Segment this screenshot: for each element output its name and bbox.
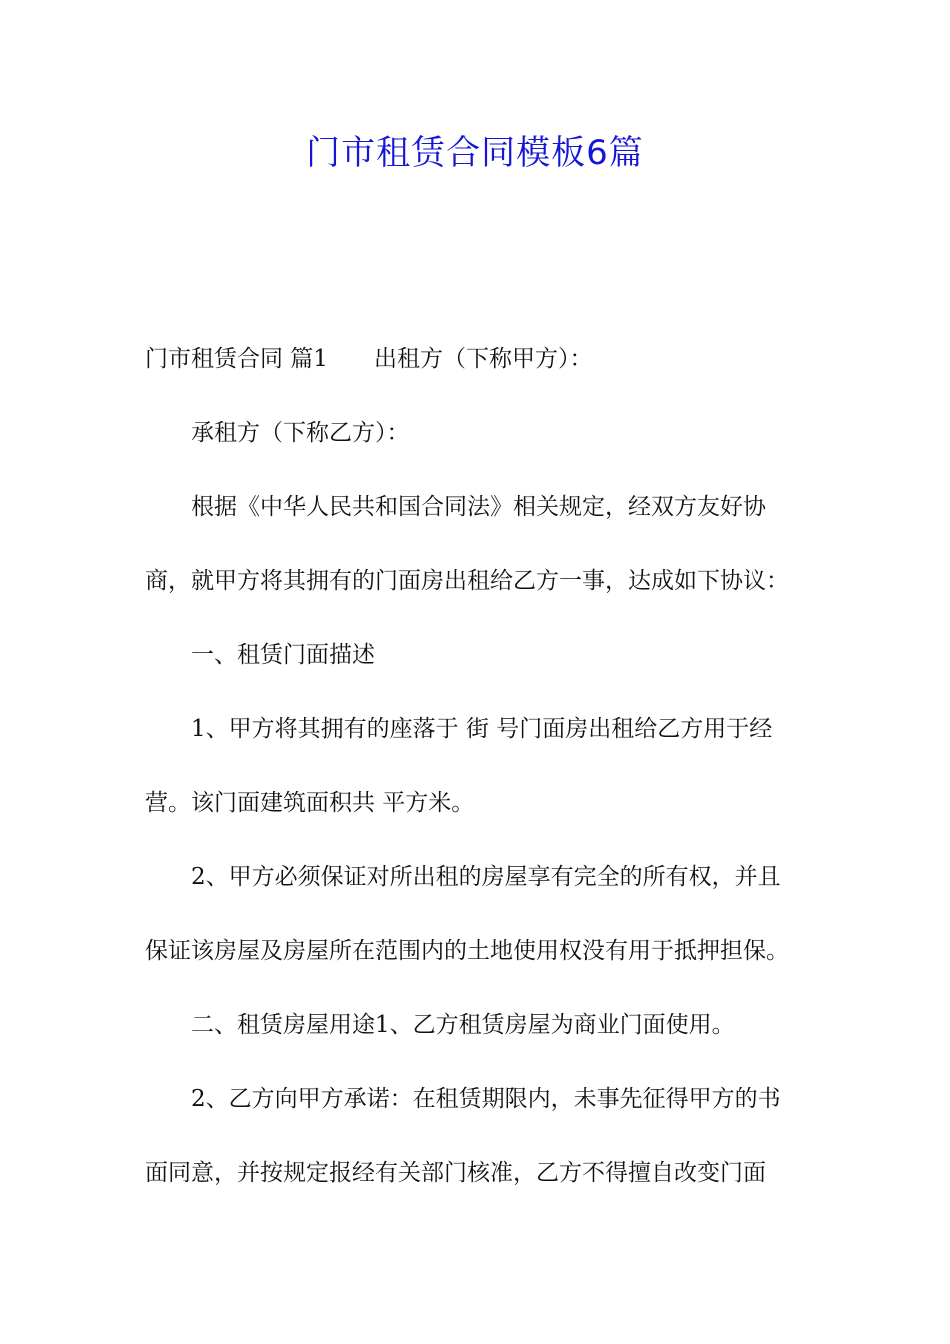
text-line: 承租方（下称乙方）： [191, 420, 410, 446]
document-title: 门市租赁合同模板6篇 [306, 133, 644, 173]
text-line: 出租方（下称甲方）： [373, 346, 593, 372]
text-line: 二、租赁房屋用途1、乙方租赁房屋为商业门面使用。 [191, 1012, 735, 1038]
text-line: 2、甲方必须保证对所出租的房屋享有完全的所有权，并且 [191, 864, 781, 890]
text-line: 保证该房屋及房屋所在范围内的土地使用权没有用于抵押担保。 [145, 938, 789, 964]
paragraph-clause-2-2 [145, 1062, 815, 1210]
text-line: 商，就甲方将其拥有的门面房出租给乙方一事，达成如下协议： [145, 568, 789, 594]
paragraph-clause-1-2 [145, 840, 815, 988]
section-heading-two [145, 988, 861, 1062]
text-line: 一、租赁门面描述 [191, 642, 375, 668]
section-heading: 门市租赁合同 篇1 [145, 346, 328, 372]
text-line: 1、甲方将其拥有的座落于 街 号门面房出租给乙方用于经 [191, 716, 773, 742]
paragraph-basis [145, 470, 815, 618]
paragraph-lessor [145, 322, 815, 396]
text-line: 2、乙方向甲方承诺：在租赁期限内，未事先征得甲方的书 [191, 1086, 781, 1112]
text-line: 面同意，并按规定报经有关部门核准，乙方不得擅自改变门面 [145, 1160, 766, 1186]
paragraph-clause-1-1 [145, 692, 815, 840]
section-heading-one [145, 618, 861, 692]
text-line: 营。该门面建筑面积共 平方米。 [145, 790, 475, 816]
text-line: 根据《中华人民共和国合同法》相关规定，经双方友好协 [191, 494, 766, 520]
paragraph-lessee [145, 396, 861, 470]
